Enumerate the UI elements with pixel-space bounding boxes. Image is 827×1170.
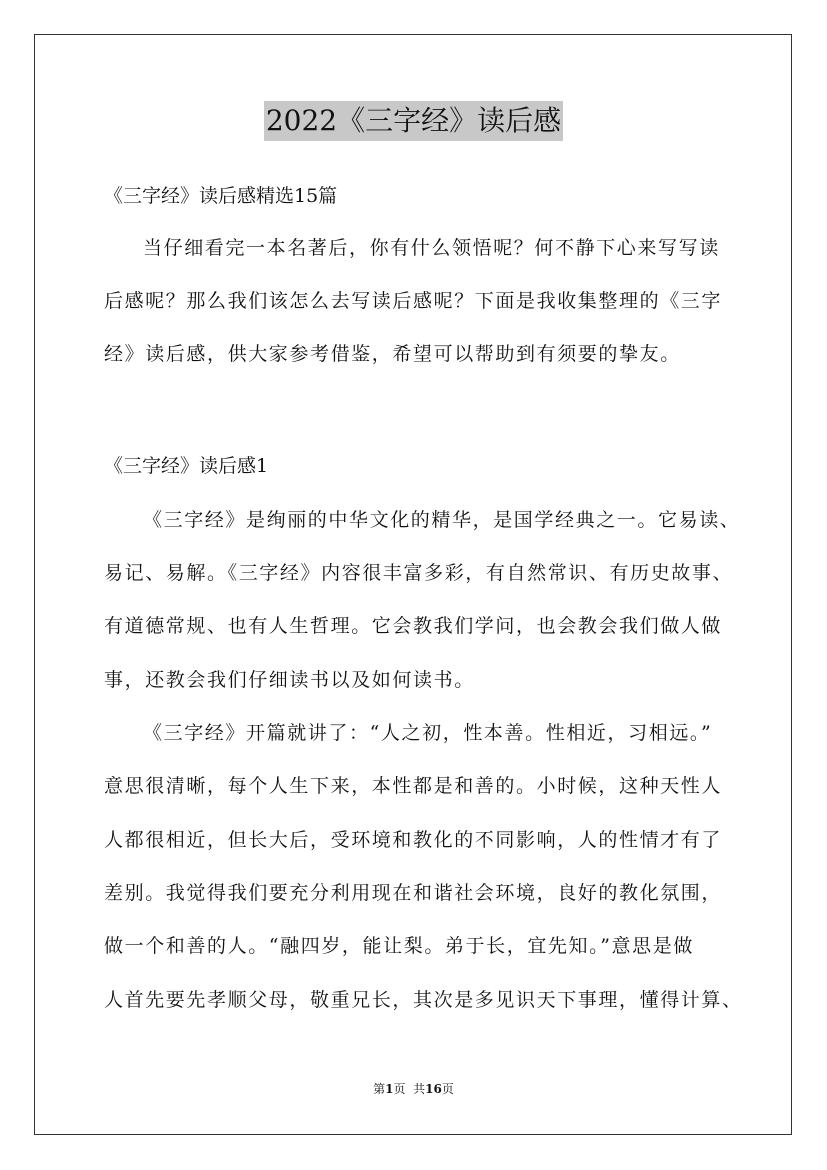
body-line: 人首先要先孝顺父母，敬重兄长，其次是多见识天下事理，懂得计算、 xyxy=(104,989,743,1011)
document-title: 2022《三字经》读后感 xyxy=(264,101,563,141)
body-line: 易记、易解。《三字经》内容很丰富多彩，有自然常识、有历史故事、 xyxy=(104,562,734,584)
body-line: 人都很相近，但长大后，受环境和教化的不同影响，人的性情才有了 xyxy=(104,829,723,851)
body-line: 事，还教会我们仔细读书以及如何读书。 xyxy=(104,669,475,691)
body-line: 《三字经》开篇就讲了：“人之初，性本善。性相近，习相远。” xyxy=(143,722,713,744)
intro-line: 经》读后感，供大家参考借鉴，希望可以帮助到有须要的挚友。 xyxy=(104,343,681,365)
footer-page-prefix: 第 xyxy=(373,1082,386,1096)
document-subtitle: 《三字经》读后感精选15篇 xyxy=(104,185,338,207)
footer-page-suffix: 页 xyxy=(393,1082,406,1096)
title-container xyxy=(0,101,827,141)
intro-line: 当仔细看完一本名著后，你有什么领悟呢？何不静下心来写写读 xyxy=(143,237,720,259)
footer-total-suffix: 页 xyxy=(441,1082,454,1096)
body-line: 有道德常规、也有人生哲理。它会教我们学问，也会教会我们做人做 xyxy=(104,615,723,637)
footer-total-prefix: 共 xyxy=(413,1082,426,1096)
body-line: 差别。我觉得我们要充分利用现在和谐社会环境，良好的教化氛围， xyxy=(104,882,723,904)
intro-line: 后感呢？那么我们该怎么去写读后感呢？下面是我收集整理的《三字 xyxy=(104,290,723,312)
body-line: 意思很清晰，每个人生下来，本性都是和善的。小时候，这种天性人 xyxy=(104,775,723,797)
body-line: 做一个和善的人。“融四岁，能让梨。弟于长，宜先知。”意思是做 xyxy=(104,935,694,957)
footer-page-number: 1 xyxy=(385,1082,394,1096)
section-heading: 《三字经》读后感1 xyxy=(104,455,269,477)
footer-total-pages: 16 xyxy=(425,1082,442,1096)
body-line: 《三字经》是绚丽的中华文化的精华，是国学经典之一。它易读、 xyxy=(143,509,741,531)
page-footer xyxy=(0,1081,827,1097)
